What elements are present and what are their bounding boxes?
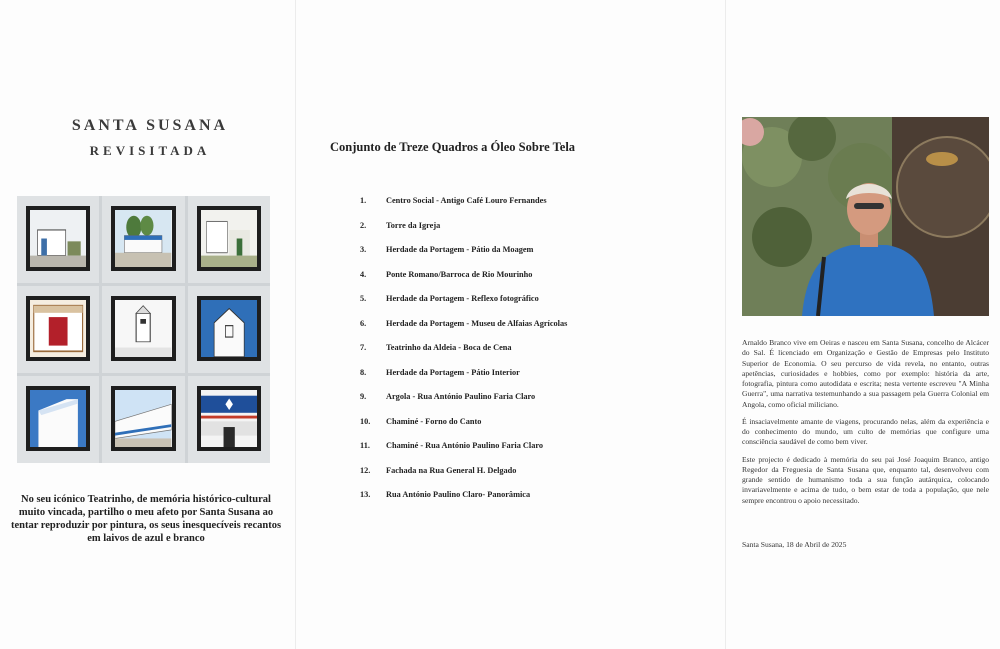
painting-frame [111,206,175,271]
item-number: 1. [360,196,367,205]
bio-paragraph: É insaciavelmente amante de viagens, procurando nelas, além da experiência e do conhecimento do mundo, um culto de memórias que configure uma consciência saudável de como bem viver. [742,416,989,447]
author-bio [742,338,989,513]
item-number: 3. [360,245,367,254]
painting-frame [197,296,261,361]
list-item [360,441,567,466]
paintings-photo [17,196,270,463]
item-title: Rua António Paulino Claro- Panorâmica [386,490,531,499]
signature-date: Santa Susana, 18 de Abril de 2025 [742,540,847,549]
list-item [360,490,567,515]
item-title: Herdade da Portagem - Pátio Interior [386,367,520,377]
painting-list [360,196,567,515]
list-item [360,368,567,393]
list-item [360,343,567,368]
item-number: 7. [360,343,367,352]
item-title: Fachada na Rua General H. Delgado [386,465,517,475]
painting-tile [102,196,184,283]
main-title: SANTA SUSANA [71,117,229,134]
page-fold [295,0,296,649]
list-item [360,196,567,221]
left-panel [0,0,290,649]
main-subtitle: REVISITADA [89,143,211,158]
painting-tile [102,286,184,373]
painting-frame [197,386,261,451]
item-number: 11. [360,441,370,450]
list-item [360,245,567,270]
list-item [360,392,567,417]
painting-frame [26,386,90,451]
item-title: Herdade da Portagem - Museu de Alfaias Agrícolas [386,318,568,328]
middle-panel [300,0,720,649]
page-fold [725,0,726,649]
item-title: Torre da Igreja [386,220,441,230]
list-heading: Conjunto de Treze Quadros a Óleo Sobre Tela [330,140,576,154]
item-title: Ponte Romano/Barroca de Rio Mourinho [386,269,533,279]
painting-frame [111,386,175,451]
painting-tile [188,196,270,283]
painting-frame [26,206,90,271]
item-number: 2. [360,220,367,230]
caption-text: No seu icónico Teatrinho, de memória histórico-cultural muito vincada, partilho o meu afeto por Santa Susana ao tentar reproduzir por pintura, os seus inesquecíveis recantos em laivos de azul e branco [10,494,282,545]
item-title: Chaminé - Forno do Canto [386,416,482,426]
painting-tile [188,286,270,373]
item-number: 5. [360,294,367,303]
painting-tile [17,286,99,373]
painting-frame [26,296,90,361]
item-number: 4. [360,269,367,279]
painting-tile [188,376,270,463]
list-item [360,466,567,491]
painting-tile [17,196,99,283]
painting-frame [197,206,261,271]
item-title: Argola - Rua António Paulino Faria Claro [386,392,536,401]
painting-tile [102,376,184,463]
item-title: Chaminé - Rua António Paulino Faria Claro [386,441,544,450]
item-number: 12. [360,465,371,475]
painting-frame [111,296,175,361]
item-number: 6. [360,318,367,328]
right-panel [730,0,1000,649]
item-number: 10. [360,416,371,426]
item-title: Teatrinho da Aldeia - Boca de Cena [386,343,512,352]
item-title: Herdade da Portagem - Pátio da Moagem [386,245,534,254]
author-photo [742,117,989,316]
list-item [360,294,567,319]
item-number: 8. [360,367,367,377]
bio-paragraph: Arnaldo Branco vive em Oeiras e nasceu em Santa Susana, concelho de Alcácer do Sal. É licenciado em Organização e Gestão de Empresas pelo Instituto Superior de Economia. O seu percurso de vida revela, no entanto, outras apetências, curiosidades e hobbies, como por exemplo: história da arte, fotografia, pintura como autodidata e escrita; nesta vertente escreveu "A Minha Guerra", uma narrativa testemunhando a sua passagem pela Guerra Colonial em Angola, como oficial miliciano. [742,338,989,409]
list-item [360,221,567,246]
list-item [360,319,567,344]
item-title: Centro Social - Antigo Café Louro Fernandes [386,196,547,205]
list-item [360,417,567,442]
painting-tile [17,376,99,463]
item-number: 13. [360,490,371,499]
list-item [360,270,567,295]
item-number: 9. [360,392,367,401]
bio-paragraph: Este projecto é dedicado à memória do seu pai José Joaquim Branco, antigo Regedor da Freguesia de Santa Susana que, enquanto tal, desenvolveu com grande sentido de humanismo toda a sua função autárquica, colocando invariavelmente e acima de tudo, o bem estar de toda a população, que nele sempre encontrou o apoio necessitado. [742,454,989,505]
item-title: Herdade da Portagem - Reflexo fotográfico [386,294,539,303]
